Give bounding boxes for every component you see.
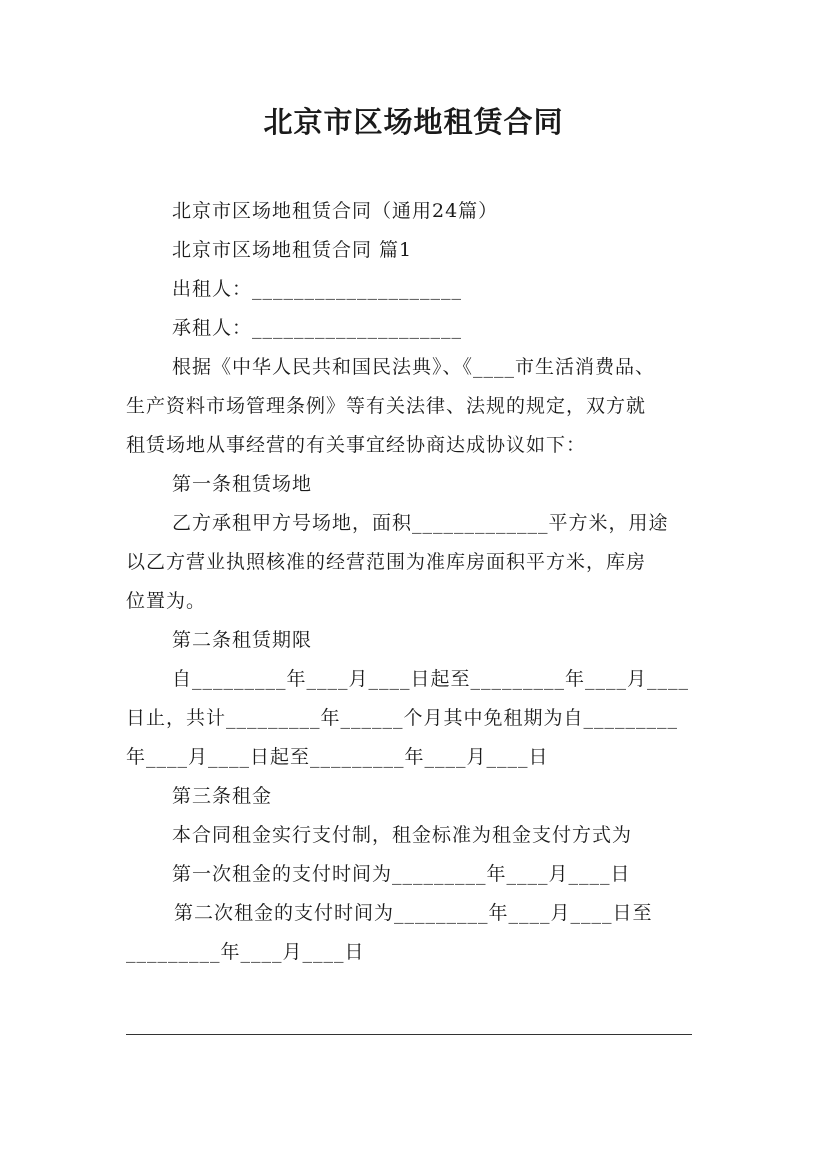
paragraph-line: 租赁场地从事经营的有关事宜经协商达成协议如下：: [126, 434, 587, 456]
paragraph-line: 根据《中华人民共和国民法典》、《____市生活消费品、: [172, 356, 656, 378]
paragraph-line: _________年____月____日: [126, 941, 365, 963]
paragraph-line: 生产资料市场管理条例》等有关法律、法规的规定，双方就: [126, 395, 647, 417]
paragraph-line: 乙方承租甲方号场地，面积_____________平方米，用途: [172, 512, 669, 534]
bottom-divider: [126, 1034, 692, 1035]
paragraph-line: 以乙方营业执照核准的经营范围为准库房面积平方米，库房: [126, 551, 647, 573]
article-heading: 第二条租赁期限: [172, 629, 313, 651]
paragraph-line: 第二次租金的支付时间为_________年____月____日至: [174, 902, 653, 924]
paragraph-line: 第一次租金的支付时间为_________年____月____日: [172, 863, 631, 885]
lessee-field: 承租人：____________________: [172, 317, 463, 339]
paragraph-line: 自_________年____月____日起至_________年____月____: [172, 668, 690, 690]
paragraph-line: 位置为。: [126, 590, 207, 612]
subtitle-line: 北京市区场地租赁合同（通用24篇）: [172, 200, 499, 222]
lessor-field: 出租人：____________________: [172, 278, 463, 300]
paragraph-line: 年____月____日起至_________年____月____日: [126, 746, 549, 768]
section-heading: 北京市区场地租赁合同 篇1: [172, 239, 413, 261]
paragraph-line: 本合同租金实行支付制，租金标准为租金支付方式为: [172, 824, 633, 846]
article-heading: 第一条租赁场地: [172, 473, 313, 495]
paragraph-line: 日止，共计_________年______个月其中免租期为自_________: [126, 707, 679, 729]
article-heading: 第三条租金: [172, 785, 273, 807]
document-title: 北京市区场地租赁合同: [263, 105, 564, 139]
